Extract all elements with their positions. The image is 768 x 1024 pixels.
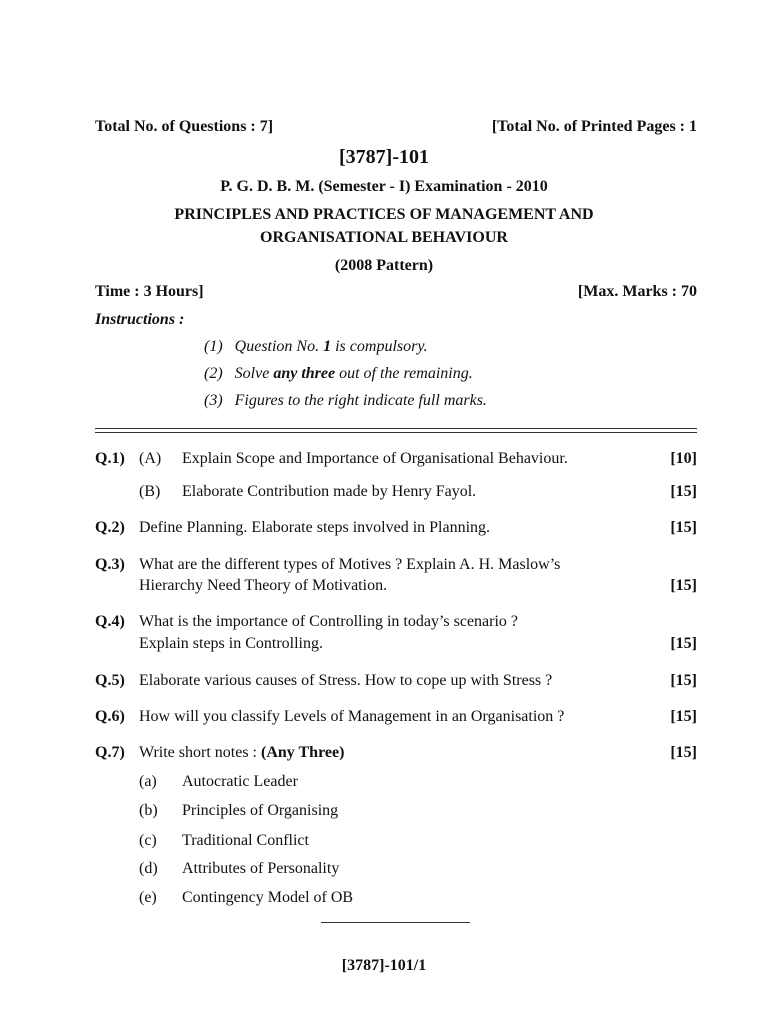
question-marks: [15] xyxy=(670,672,697,689)
question-text: Elaborate various causes of Stress. How to cope up with Stress ? xyxy=(139,672,553,689)
instruction-2 xyxy=(204,365,473,383)
instructions-heading: Instructions : xyxy=(95,311,185,328)
question-marks: [15] xyxy=(670,744,697,761)
instruction-bold: 1 xyxy=(323,338,332,355)
divider-bottom xyxy=(95,432,697,433)
time-allowed: Time : 3 Hours] xyxy=(95,283,204,300)
question-number: Q.4) xyxy=(95,613,125,630)
part-label: (A) xyxy=(139,450,162,467)
question-number: Q.2) xyxy=(95,519,125,536)
question-text: Elaborate Contribution made by Henry Fayol. xyxy=(182,483,477,500)
part-label: (B) xyxy=(139,483,161,500)
instruction-3 xyxy=(204,392,487,410)
question-number: Q.6) xyxy=(95,708,125,725)
question-text-cont: Hierarchy Need Theory of Motivation. xyxy=(139,577,388,594)
question-text: Explain Scope and Importance of Organisational Behaviour. xyxy=(182,450,568,467)
question-number: Q.5) xyxy=(95,672,125,689)
note-label: (b) xyxy=(139,802,158,819)
note-label: (e) xyxy=(139,889,157,906)
instruction-text: is compulsory. xyxy=(335,338,428,355)
question-marks: [10] xyxy=(670,450,697,467)
question-text: Define Planning. Elaborate steps involved in Planning. xyxy=(139,519,491,536)
note-item: Traditional Conflict xyxy=(182,832,309,849)
instruction-text: Solve xyxy=(234,365,270,382)
exam-title: P. G. D. B. M. (Semester - I) Examination - 2010 xyxy=(220,178,548,195)
footer-code: [3787]-101/1 xyxy=(341,957,427,974)
question-marks: [15] xyxy=(670,635,697,652)
instruction-number: (1) xyxy=(204,338,223,355)
question-number: Q.7) xyxy=(95,744,125,761)
instruction-number: (3) xyxy=(204,392,223,409)
question-text: How will you classify Levels of Management in an Organisation ? xyxy=(139,708,565,725)
total-pages: [Total No. of Printed Pages : 1 xyxy=(491,118,697,135)
question-text-cont: Explain steps in Controlling. xyxy=(139,635,323,652)
note-label: (a) xyxy=(139,773,157,790)
instruction-1 xyxy=(204,338,428,356)
question-text-bold: (Any Three) xyxy=(261,744,345,761)
paper-code: [3787]-101 xyxy=(339,146,429,168)
subject-line2: ORGANISATIONAL BEHAVIOUR xyxy=(260,229,508,246)
instruction-text: out of the remaining. xyxy=(339,365,473,382)
instruction-number: (2) xyxy=(204,365,223,382)
note-item: Attributes of Personality xyxy=(182,860,340,877)
question-marks: [15] xyxy=(670,519,697,536)
instruction-bold: any three xyxy=(273,365,336,382)
note-label: (d) xyxy=(139,860,158,877)
note-label: (c) xyxy=(139,832,157,849)
question-text: What is the importance of Controlling in today’s scenario ? xyxy=(139,613,519,630)
instruction-text: Figures to the right indicate full marks. xyxy=(234,392,487,409)
question-text-plain: Write short notes : xyxy=(139,744,257,761)
max-marks: [Max. Marks : 70 xyxy=(577,283,697,300)
question-text xyxy=(139,744,344,762)
end-rule xyxy=(321,922,470,923)
divider-top xyxy=(95,428,697,429)
question-number: Q.3) xyxy=(95,556,125,573)
question-marks: [15] xyxy=(670,483,697,500)
subject-line1: PRINCIPLES AND PRACTICES OF MANAGEMENT AND xyxy=(174,206,594,223)
instruction-text: Question No. xyxy=(234,338,320,355)
question-marks: [15] xyxy=(670,577,697,594)
note-item: Autocratic Leader xyxy=(182,773,298,790)
question-number: Q.1) xyxy=(95,450,125,467)
note-item: Principles of Organising xyxy=(182,802,339,819)
question-text: What are the different types of Motives ? Explain A. H. Maslow’s xyxy=(139,556,561,573)
note-item: Contingency Model of OB xyxy=(182,889,354,906)
pattern: (2008 Pattern) xyxy=(334,257,434,274)
total-questions: Total No. of Questions : 7] xyxy=(95,118,274,135)
question-marks: [15] xyxy=(670,708,697,725)
